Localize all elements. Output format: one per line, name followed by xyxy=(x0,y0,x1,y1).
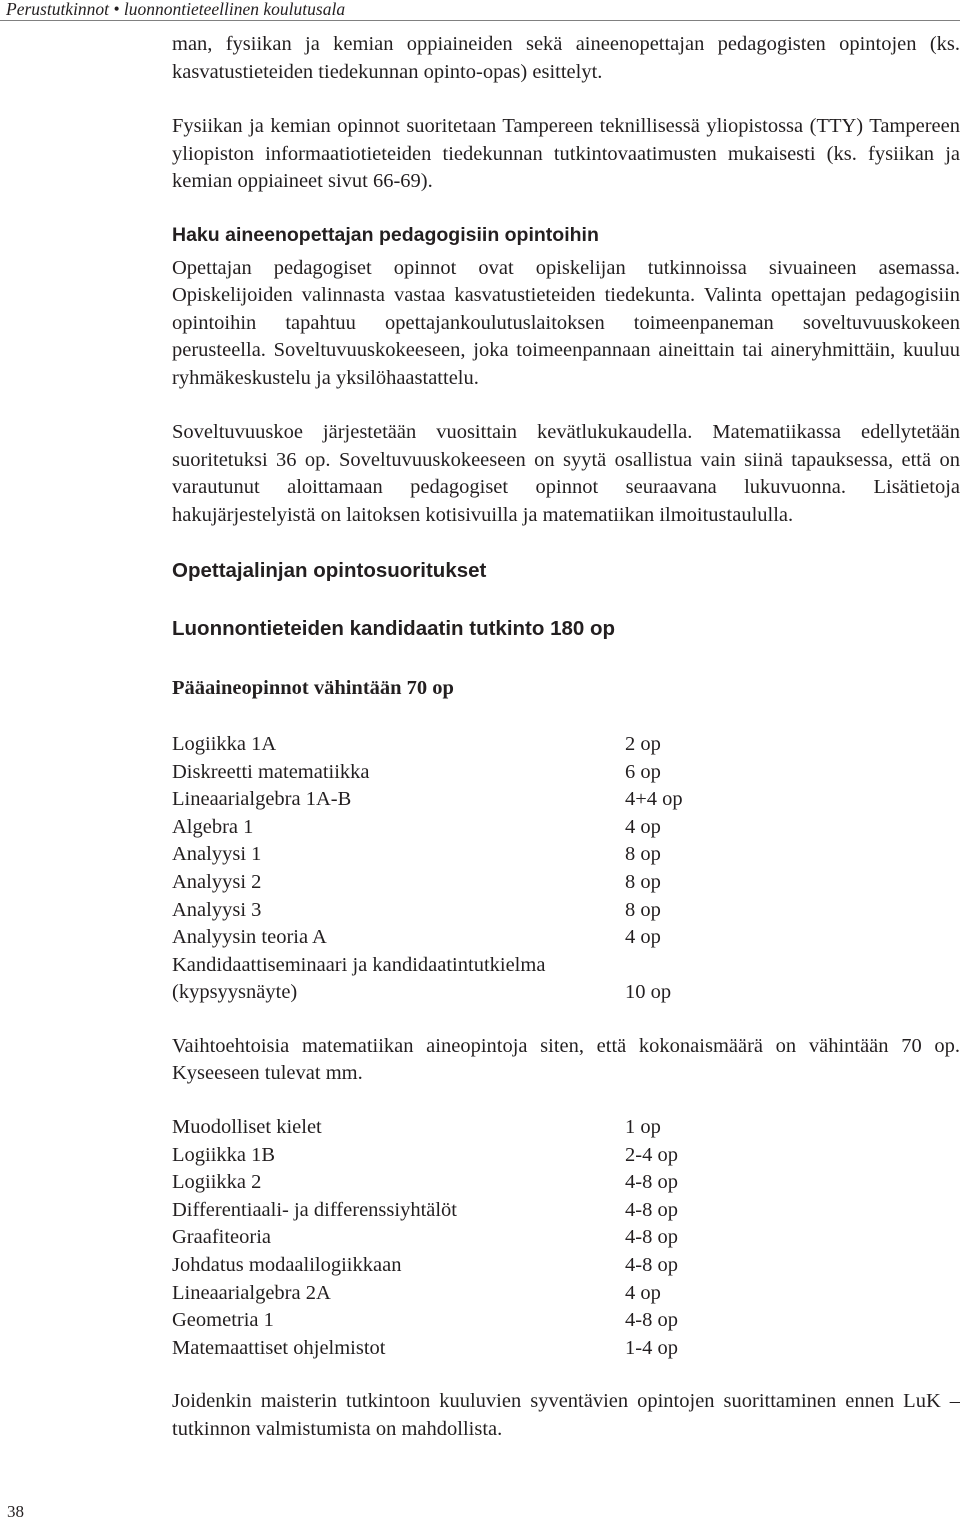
course-credits: 8 op xyxy=(625,870,661,893)
course-name: Matemaattiset ohjelmistot xyxy=(172,1336,386,1359)
course-credits: 4-8 op xyxy=(625,1226,678,1249)
header-divider xyxy=(0,20,960,21)
application-heading: Haku aineenopettajan pedagogisiin opintoihin xyxy=(172,223,599,246)
course-name: Logiikka 1B xyxy=(172,1143,276,1166)
aptitude-test-paragraph: Soveltuvuuskoe järjestetään vuosittain kevätlukukaudella. Matematiikassa edellytetään suoritetuksi 36 op. Soveltuvuuskokeeseen on syytä osallistua vain siinä tapauksessa, että on varautunut aloittamaan pedagogiset opinnot seuraavana lukuvuonna. Lisätietoja hakujärjestelyistä on laitoksen kotisivuilla ja matematiikan ilmoitustaululla. xyxy=(172,421,960,526)
optional-course-list xyxy=(172,1114,960,1362)
course-credits: 4-8 op xyxy=(625,1309,678,1332)
course-row xyxy=(172,731,960,759)
course-row xyxy=(172,1335,960,1363)
course-row xyxy=(172,759,960,787)
course-credits: 2 op xyxy=(625,733,661,755)
course-name: Analyysin teoria A xyxy=(172,926,327,949)
course-row xyxy=(172,1114,960,1142)
course-name: Logiikka 2 xyxy=(172,1171,262,1194)
course-name: Muodolliset kielet xyxy=(172,1115,322,1138)
course-name: Logiikka 1A xyxy=(172,733,277,755)
intro-paragraph-continued: man, fysiikan ja kemian oppiaineiden sekä aineenopettajan pedagogisten opintojen (ks. kasvatustieteiden tiedekunnan opinto-opas) esittelyt. xyxy=(172,33,960,83)
course-credits: 4-8 op xyxy=(625,1198,678,1221)
course-row xyxy=(172,924,960,952)
course-name: Analyysi 3 xyxy=(172,898,262,921)
course-row xyxy=(172,1307,960,1335)
course-name: Lineaarialgebra 1A-B xyxy=(172,788,352,811)
course-row xyxy=(172,1252,960,1280)
course-name: Graafiteoria xyxy=(172,1226,272,1249)
study-records-heading: Opettajalinjan opintosuoritukset xyxy=(172,559,487,582)
course-name: Analyysi 1 xyxy=(172,843,262,866)
course-credits: 10 op xyxy=(625,981,672,1004)
course-row xyxy=(172,1197,960,1225)
course-credits: 1-4 op xyxy=(625,1336,678,1359)
course-credits: 4 op xyxy=(625,815,661,838)
course-credits: 4-8 op xyxy=(625,1171,678,1194)
course-credits: 4-8 op xyxy=(625,1253,678,1276)
course-row xyxy=(172,786,960,814)
course-name: Diskreetti matematiikka xyxy=(172,760,370,783)
course-name: Johdatus modaalilogiikkaan xyxy=(172,1253,402,1276)
course-name: Analyysi 2 xyxy=(172,870,262,893)
page-body xyxy=(172,31,960,1443)
major-course-list xyxy=(172,731,960,1007)
page-number: 38 xyxy=(7,1502,24,1521)
major-studies-heading: Pääaineopinnot vähintään 70 op xyxy=(172,677,454,699)
course-credits: 8 op xyxy=(625,843,661,866)
course-credits: 1 op xyxy=(625,1115,661,1138)
course-credits: 8 op xyxy=(625,898,661,921)
physics-chemistry-paragraph: Fysiikan ja kemian opinnot suoritetaan Tampereen teknillisessä yliopistossa (TTY) Tampereen yliopiston informaatiotieteiden tiedekunnan tutkintovaatimusten mukaisesti (ks. fysiikan ja kemian oppiaineet sivut 66-69). xyxy=(172,115,960,192)
course-name: Kandidaattiseminaari ja kandidaatintutkielma (kypsyysnäyte) xyxy=(172,953,546,1004)
course-name: Algebra 1 xyxy=(172,815,254,838)
course-name: Differentiaali- ja differenssiyhtälöt xyxy=(172,1198,457,1221)
course-row xyxy=(172,952,960,1007)
course-name: Lineaarialgebra 2A xyxy=(172,1281,331,1304)
course-row xyxy=(172,1142,960,1170)
course-row xyxy=(172,897,960,925)
course-row xyxy=(172,1169,960,1197)
masters-studies-paragraph: Joidenkin maisterin tutkintoon kuuluvien syventävien opintojen suorittaminen ennen LuK –tutkinnon valmistumista on mahdollista. xyxy=(172,1390,960,1440)
application-paragraph: Opettajan pedagogiset opinnot ovat opiskelijan tutkinnoissa sivuaineen asemassa. Opiskelijoiden valinnasta vastaa kasvatustieteiden tiedekunta. Valinta opettajan pedagogisiin opintoihin tapahtuu opettajankoulutuslaitoksen toimeenpaneman soveltuvuuskokeen perusteella. Soveltuvuuskokeeseen, joka toimeenpannaan aineittain tai aineryhmittäin, kuuluu ryhmäkeskustelu ja yksilöhaastattelu. xyxy=(172,256,960,389)
course-credits: 4 op xyxy=(625,1281,661,1304)
course-row xyxy=(172,841,960,869)
course-credits: 4 op xyxy=(625,926,661,949)
course-row xyxy=(172,869,960,897)
course-row xyxy=(172,1280,960,1308)
degree-heading: Luonnontieteiden kandidaatin tutkinto 180 op xyxy=(172,617,616,640)
course-row xyxy=(172,1224,960,1252)
course-name: Geometria 1 xyxy=(172,1309,274,1332)
course-credits: 6 op xyxy=(625,760,661,783)
running-header: Perustutkinnot • luonnontieteellinen koulutusala xyxy=(6,0,346,19)
course-row xyxy=(172,814,960,842)
optional-studies-paragraph: Vaihtoehtoisia matematiikan aineopintoja siten, että kokonaismäärä on vähintään 70 op. Kyseeseen tulevat mm. xyxy=(172,1034,960,1085)
course-credits: 2-4 op xyxy=(625,1143,678,1166)
course-credits: 4+4 op xyxy=(625,788,683,811)
